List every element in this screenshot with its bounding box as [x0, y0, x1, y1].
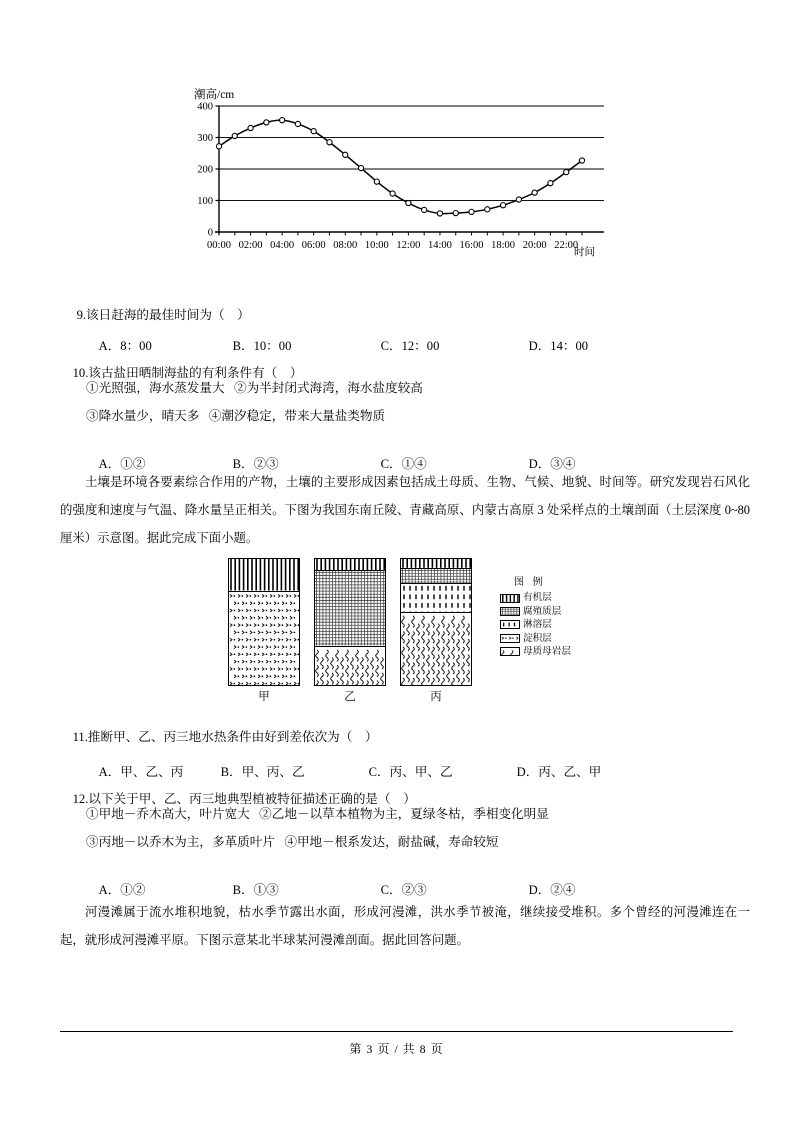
chart-x-tick-labels: [207, 232, 582, 251]
soil-layer-organic: [315, 559, 385, 570]
legend-label: 淋溶层: [523, 619, 552, 631]
legend-swatch-deposit-icon: [500, 634, 520, 643]
legend-label: 有机层: [523, 592, 552, 604]
tide-chart: [186, 86, 611, 276]
soil-layer-leach: [401, 583, 471, 612]
svg-text:06:00: 06:00: [301, 240, 326, 251]
question-9-option-b[interactable]: B．10：00: [232, 339, 292, 353]
question-12-item-2: ③丙地－以乔木为主，多革质叶片 ④甲地－根系发达，耐盐碱，寿命较短: [86, 835, 499, 849]
svg-text:400: 400: [197, 101, 213, 113]
svg-text:00:00: 00:00: [207, 240, 231, 251]
question-11-option-b[interactable]: B．甲、丙、乙: [220, 765, 305, 779]
soil-column-label-甲: 甲: [258, 691, 270, 703]
question-12-option-d[interactable]: D．②④: [528, 883, 576, 897]
soil-layer-bedrock: [315, 646, 385, 685]
question-9-option-d[interactable]: D．14：00: [528, 339, 589, 353]
legend-swatch-humus-icon: [500, 607, 520, 616]
chart-x-axis-title: 时间: [574, 247, 595, 258]
soil-layer-humus: [315, 570, 385, 646]
soil-profile-figure: [228, 558, 648, 708]
question-11-option-d[interactable]: D．丙、乙、甲: [516, 765, 602, 779]
svg-text:12:00: 12:00: [396, 240, 421, 251]
question-12-option-b[interactable]: B．①③: [232, 883, 279, 897]
question-12-item-1: ①甲地－乔木高大，叶片宽大 ②乙地－以草本植物为主，夏绿冬枯，季相变化明显: [86, 807, 549, 821]
question-9-text: 该日赶海的最佳时间为（ ）: [86, 307, 250, 322]
svg-text:16:00: 16:00: [459, 240, 484, 251]
soil-legend: [500, 576, 620, 658]
question-10-option-c[interactable]: C．①④: [380, 457, 427, 471]
question-12-option-c[interactable]: C．②③: [380, 883, 427, 897]
soil-layer-bedrock: [401, 612, 471, 685]
svg-text:04:00: 04:00: [270, 240, 295, 251]
legend-entry-humus: [500, 605, 620, 618]
legend-entry-bedrock: [500, 645, 620, 658]
soil-layer-organic: [401, 559, 471, 568]
soil-legend-title: 图 例: [514, 577, 546, 588]
question-10-option-a[interactable]: A．①②: [98, 457, 146, 471]
svg-text:18:00: 18:00: [491, 240, 516, 251]
floodplain-passage: 河漫滩属于流水堆积地貌，枯水季节露出水面，形成河漫滩，洪水季节被淹，继续接受堆积。多个曾经的河漫滩连在一起，就形成河漫滩平原。下图示意某北半球某河漫滩剖面。据此回答问题。: [60, 905, 750, 947]
svg-text:20:00: 20:00: [522, 240, 547, 251]
legend-entry-organic: [500, 591, 620, 604]
soil-legend-rows: [500, 591, 620, 658]
question-9-option-c[interactable]: C．12：00: [380, 339, 440, 353]
page-footer: 第 3 页 / 共 8 页: [349, 1042, 444, 1056]
question-12-number: 12.: [72, 791, 89, 806]
question-10-option-b[interactable]: B．②③: [232, 457, 279, 471]
question-10-item-1: ①光照强，海水蒸发量大 ②为半封闭式海湾，海水盐度较高: [86, 381, 423, 395]
question-11-text: 推断甲、乙、丙三地水热条件由好到差依次为（ ）: [87, 729, 378, 744]
question-12-text: 以下关于甲、乙、丙三地典型植被特征描述正确的是（ ）: [88, 791, 416, 806]
question-10-number: 10.: [72, 365, 89, 380]
soil-column-丙: [400, 558, 472, 686]
legend-swatch-leach-icon: [500, 620, 520, 629]
svg-text:14:00: 14:00: [427, 240, 452, 251]
tide-chart-svg: [186, 100, 611, 265]
svg-text:10:00: 10:00: [364, 240, 389, 251]
svg-text:08:00: 08:00: [333, 240, 358, 251]
soil-column-甲: [228, 558, 300, 686]
question-10-option-d[interactable]: D．③④: [528, 457, 576, 471]
soil-passage: 土壤是环境各要素综合作用的产物，土壤的主要形成因素包括成土母质、生物、气候、地貌、时间等。研究发现岩石风化的强度和速度与气温、降水量呈正相关。下图为我国东南丘陵、青藏高原、内蒙古高原 3 处采样点的土壤剖面（土层深度 0~80 厘米）示意图。据此完成下面小题。: [60, 475, 750, 545]
chart-axes: [215, 106, 604, 234]
svg-text:100: 100: [197, 196, 213, 208]
soil-layer-deposit: [229, 591, 299, 686]
legend-swatch-organic-icon: [500, 594, 520, 603]
soil-layer-organic: [229, 559, 299, 591]
soil-layer-humus: [401, 568, 471, 583]
soil-column-label-乙: 乙: [344, 691, 356, 703]
legend-label: 腐殖质层: [523, 605, 562, 617]
soil-column-label-丙: 丙: [430, 691, 442, 703]
tide-curve: [219, 120, 582, 213]
svg-text:200: 200: [197, 164, 213, 176]
question-10-item-2: ③降水量少，晴天多 ④潮汐稳定，带来大量盐类物质: [86, 409, 386, 423]
question-10-text: 该古盐田晒制海盐的有利条件有（ ）: [88, 365, 303, 380]
legend-entry-leach: [500, 618, 620, 631]
chart-y-tick-labels: [197, 102, 219, 239]
legend-swatch-bedrock-icon: [500, 647, 520, 656]
legend-label: 母质母岩层: [523, 645, 571, 657]
svg-text:22:00: 22:00: [554, 240, 579, 251]
question-11-option-a[interactable]: A．甲、乙、丙: [98, 765, 184, 779]
question-11-option-c[interactable]: C．丙、甲、乙: [368, 765, 453, 779]
question-11-number: 11.: [72, 729, 88, 744]
question-12-option-a[interactable]: A．①②: [98, 883, 146, 897]
chart-y-axis-title: 潮高/cm: [194, 89, 235, 101]
question-9-option-a[interactable]: A．8：00: [98, 339, 152, 353]
svg-text:02:00: 02:00: [238, 240, 263, 251]
question-9-number: 9.: [76, 307, 87, 322]
legend-label: 淀积层: [523, 632, 552, 644]
legend-entry-deposit: [500, 632, 620, 645]
footer-divider: [60, 1031, 733, 1032]
svg-text:300: 300: [197, 133, 213, 145]
tide-data-markers: [216, 118, 584, 216]
soil-column-乙: [314, 558, 386, 686]
svg-text:0: 0: [207, 227, 213, 239]
